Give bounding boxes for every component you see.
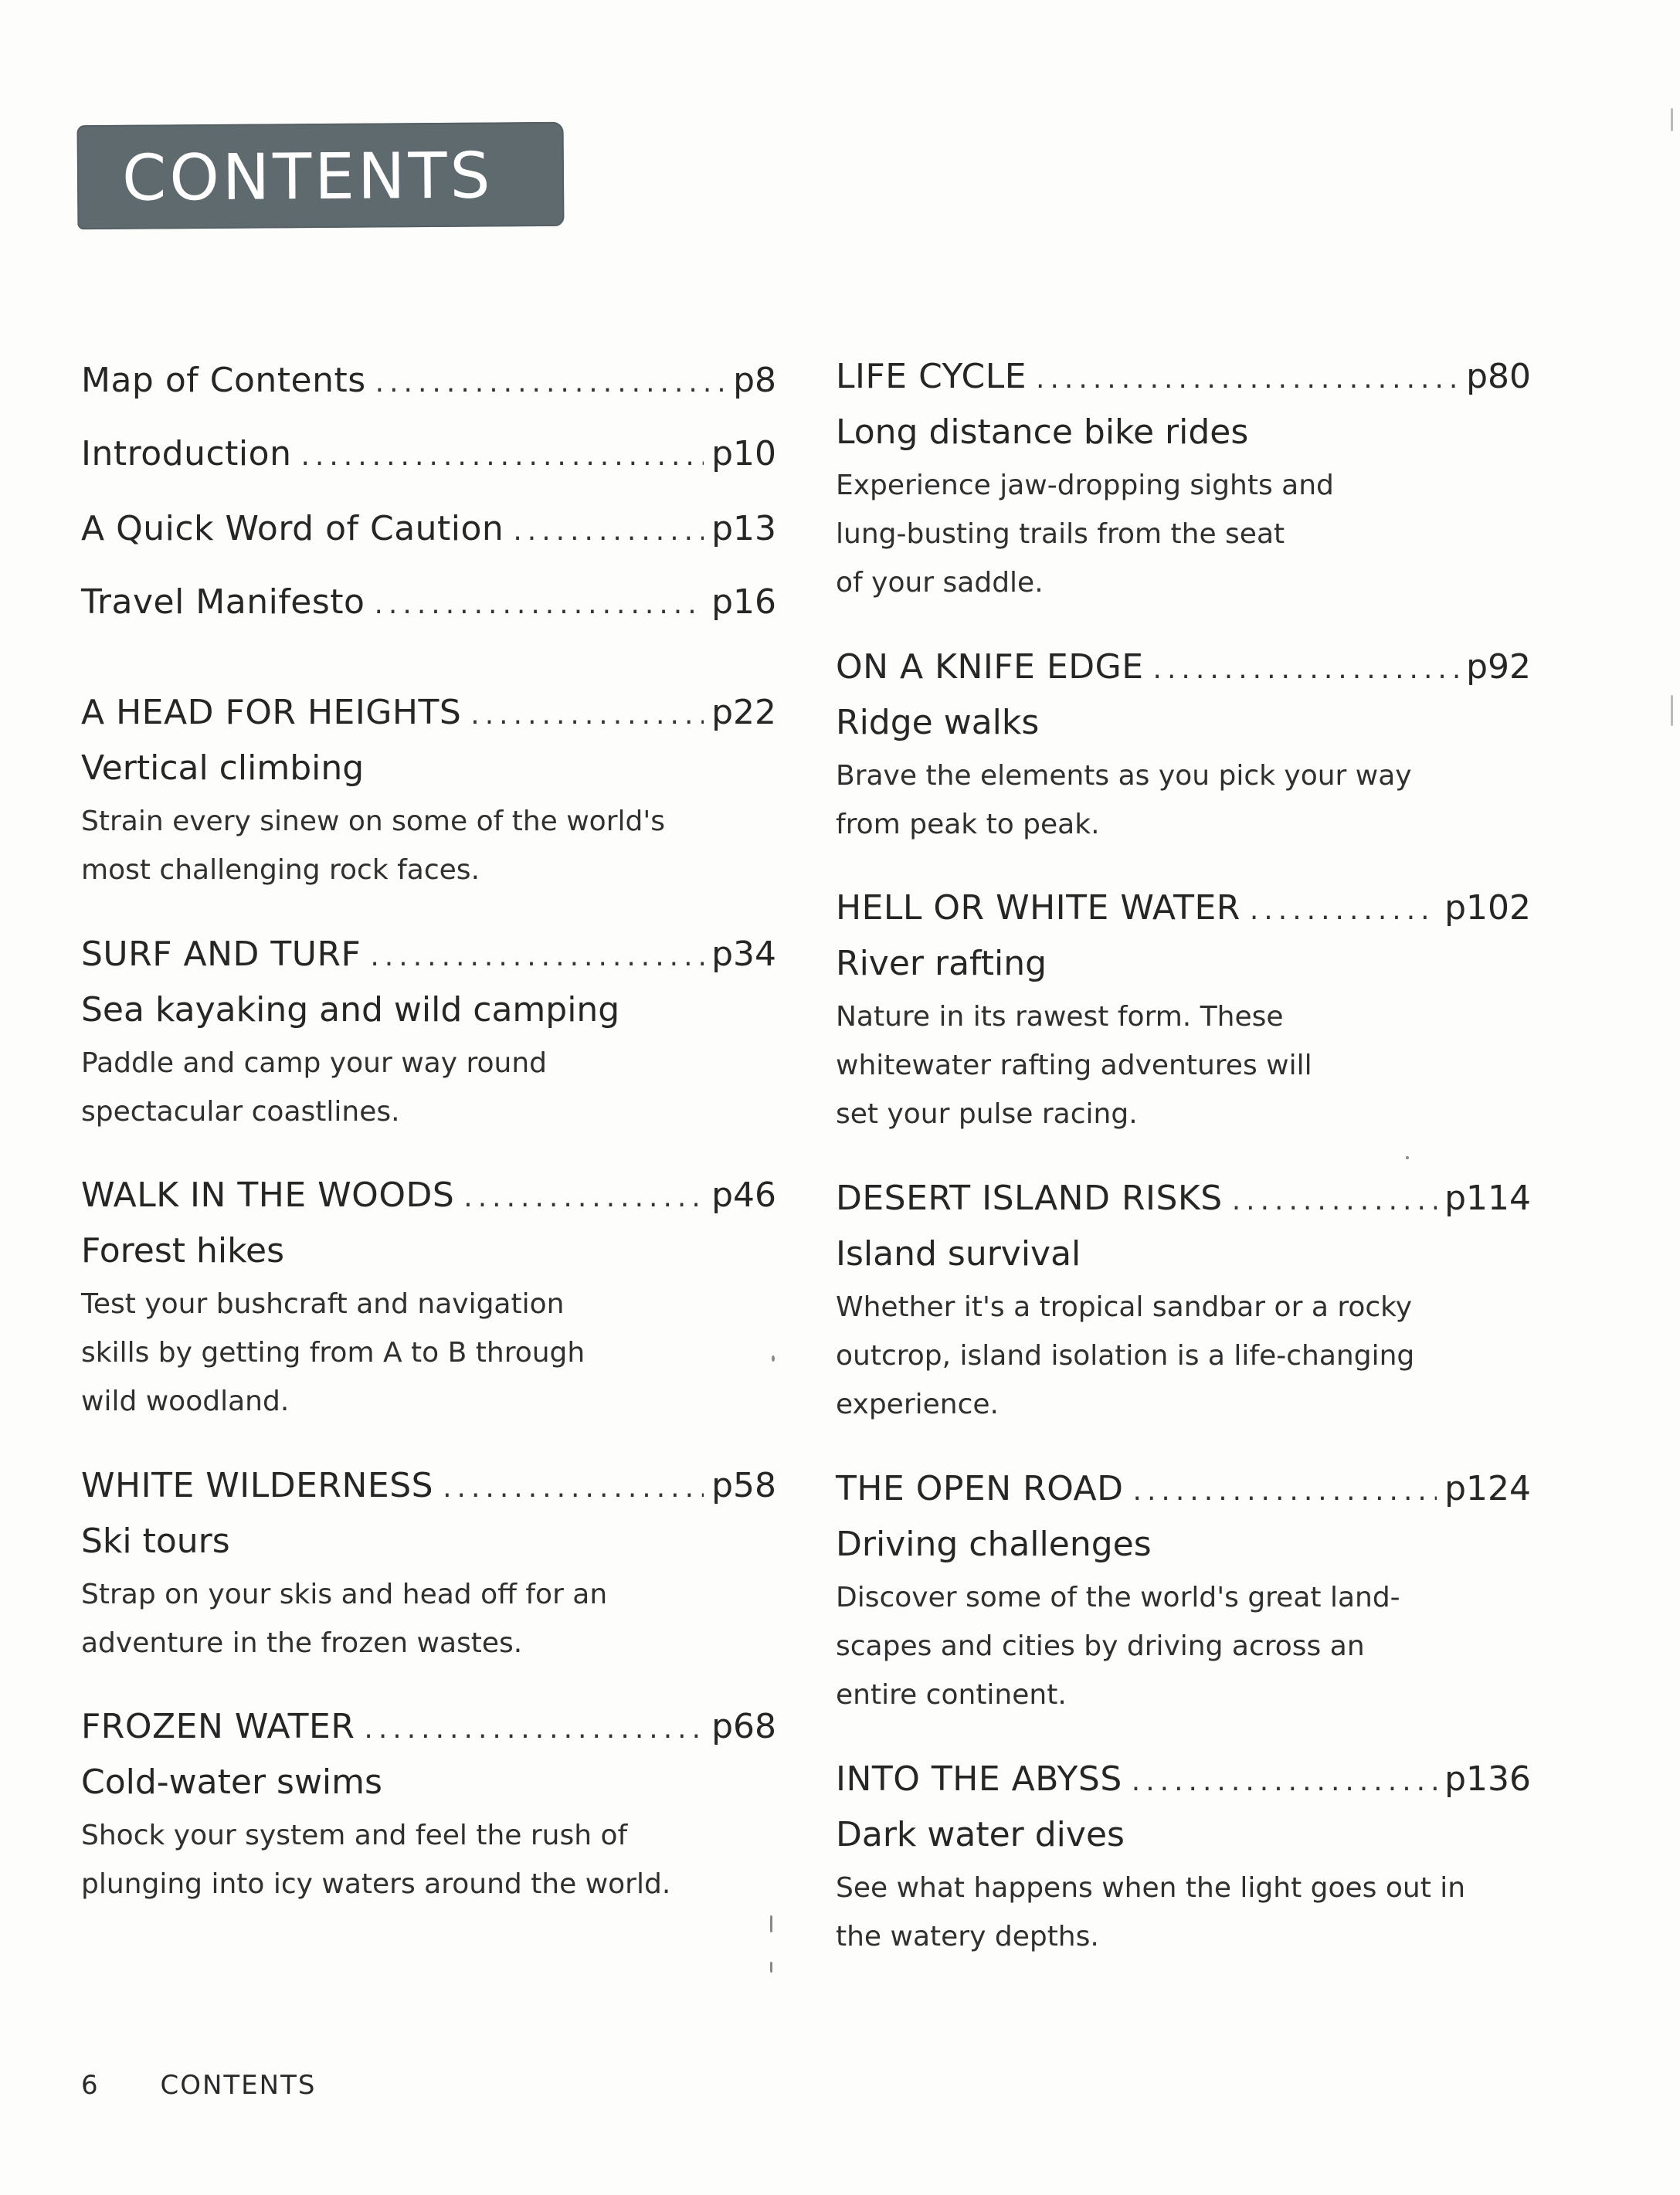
chapter-description	[81, 1570, 776, 1667]
description-line: the watery depths.	[836, 1921, 1099, 1952]
toc-entry-label: A Quick Word of Caution	[81, 509, 504, 548]
chapter-entry-walk-in-the-woods[interactable]	[81, 1172, 776, 1426]
scan-speck	[1671, 108, 1673, 131]
dot-leader	[1153, 646, 1459, 693]
dot-leader	[374, 582, 704, 628]
chapter-title: SURF AND TURF	[81, 935, 361, 974]
description-line: Brave the elements as you pick your way	[836, 760, 1412, 792]
dot-leader	[1250, 887, 1437, 934]
chapter-entry-surf-and-turf[interactable]	[81, 931, 776, 1136]
chapter-title: INTO THE ABYSS	[836, 1759, 1122, 1799]
toc-entry-label: Map of Contents	[81, 361, 366, 400]
chapter-entry-life-cycle[interactable]	[836, 354, 1531, 607]
dot-leader	[513, 508, 704, 555]
chapter-title: A HEAD FOR HEIGHTS	[81, 693, 462, 732]
description-line: Test your bushcraft and navigation	[81, 1288, 565, 1320]
dot-leader	[300, 433, 704, 480]
chapter-subtitle: Ridge walks	[836, 703, 1040, 742]
chapter-description	[836, 992, 1531, 1138]
chapter-subtitle: Dark water dives	[836, 1815, 1125, 1854]
chapter-description	[81, 1811, 776, 1908]
dot-leader	[375, 360, 725, 406]
dot-leader	[1132, 1759, 1437, 1805]
chapter-entry-frozen-water[interactable]	[81, 1704, 776, 1908]
dot-leader	[463, 1175, 704, 1221]
chapter-subtitle: Island survival	[836, 1234, 1081, 1274]
scan-speck	[772, 1355, 775, 1362]
toc-entry-front-2[interactable]	[81, 506, 776, 555]
scan-speck	[1671, 695, 1673, 726]
chapter-page-number: p102	[1444, 888, 1531, 928]
toc-entry-front-0[interactable]	[81, 358, 776, 406]
scan-speck	[770, 1962, 772, 1973]
dot-leader	[1232, 1178, 1437, 1224]
chapter-description	[836, 461, 1531, 607]
chapter-subtitle: Forest hikes	[81, 1231, 285, 1271]
chapter-page-number: p124	[1444, 1469, 1531, 1508]
toc-entry-front-1[interactable]	[81, 431, 776, 480]
description-line: spectacular coastlines.	[81, 1096, 400, 1128]
chapter-title: WALK IN THE WOODS	[81, 1176, 455, 1215]
description-line: Shock your system and feel the rush of	[81, 1820, 628, 1851]
scan-speck	[1406, 1156, 1409, 1159]
footer-section-label: CONTENTS	[160, 2070, 317, 2101]
description-line: whitewater rafting adventures will	[836, 1050, 1312, 1081]
toc-page-number: p10	[711, 434, 776, 473]
chapter-entry-white-wilderness[interactable]	[81, 1463, 776, 1667]
description-line: scapes and cities by driving across an	[836, 1630, 1365, 1662]
chapter-description	[81, 797, 776, 894]
chapter-description	[81, 1280, 776, 1426]
description-line: set your pulse racing.	[836, 1098, 1138, 1130]
toc-entry-label: Travel Manifesto	[81, 582, 365, 622]
chapter-description	[836, 1573, 1531, 1719]
chapter-page-number: p22	[711, 693, 776, 732]
description-line: skills by getting from A to B through	[81, 1337, 585, 1369]
chapter-title: LIFE CYCLE	[836, 357, 1027, 396]
chapter-entry-into-the-abyss[interactable]	[836, 1756, 1531, 1961]
description-line: See what happens when the light goes out in	[836, 1872, 1466, 1904]
description-line: Discover some of the world's great land-	[836, 1582, 1400, 1613]
description-line: Paddle and camp your way round	[81, 1047, 547, 1079]
description-line: adventure in the frozen wastes.	[81, 1627, 523, 1659]
chapter-description	[836, 751, 1531, 849]
description-line: Whether it's a tropical sandbar or a rocky	[836, 1291, 1413, 1323]
description-line: entire continent.	[836, 1679, 1067, 1711]
chapter-title: DESERT ISLAND RISKS	[836, 1179, 1223, 1218]
chapter-subtitle: Cold-water swims	[81, 1762, 382, 1802]
chapter-page-number: p46	[711, 1176, 776, 1215]
chapter-subtitle: Driving challenges	[836, 1525, 1152, 1564]
chapter-subtitle: Vertical climbing	[81, 748, 365, 788]
dot-leader	[370, 934, 704, 980]
chapter-page-number: p58	[711, 1466, 776, 1505]
description-line: Experience jaw-dropping sights and	[836, 470, 1334, 501]
dot-leader	[364, 1706, 704, 1752]
dot-leader	[470, 692, 704, 738]
toc-page-number: p16	[711, 582, 776, 622]
chapter-subtitle: Ski tours	[81, 1522, 230, 1561]
description-line: Strain every sinew on some of the world's	[81, 806, 666, 837]
chapter-description	[81, 1039, 776, 1136]
description-line: of your saddle.	[836, 567, 1044, 599]
toc-entry-label: Introduction	[81, 434, 292, 473]
chapter-page-number: p92	[1466, 647, 1531, 687]
chapter-entry-the-open-road[interactable]	[836, 1466, 1531, 1719]
chapter-title: HELL OR WHITE WATER	[836, 888, 1240, 928]
chapter-page-number: p80	[1466, 357, 1531, 396]
chapter-description	[836, 1864, 1531, 1961]
page-title: CONTENTS	[121, 139, 494, 215]
description-line: plunging into icy waters around the world.	[81, 1868, 671, 1900]
page-footer	[81, 2070, 316, 2101]
chapter-title: FROZEN WATER	[81, 1707, 355, 1746]
description-line: experience.	[836, 1389, 999, 1420]
chapter-title: WHITE WILDERNESS	[81, 1466, 434, 1505]
description-line: wild woodland.	[81, 1386, 290, 1417]
description-line: lung-busting trails from the seat	[836, 518, 1285, 550]
chapter-page-number: p68	[711, 1707, 776, 1746]
chapter-description	[836, 1283, 1531, 1429]
toc-entry-front-3[interactable]	[81, 579, 776, 628]
chapter-page-number: p136	[1444, 1759, 1531, 1799]
chapter-subtitle: Sea kayaking and wild camping	[81, 990, 620, 1030]
dot-leader	[1036, 356, 1458, 402]
chapter-subtitle: River rafting	[836, 944, 1047, 983]
description-line: outcrop, island isolation is a life-changing	[836, 1340, 1415, 1372]
dot-leader	[1133, 1468, 1437, 1515]
chapter-entry-on-a-knife-edge[interactable]	[836, 644, 1531, 849]
chapter-entry-head-for-heights[interactable]	[81, 690, 776, 894]
chapter-page-number: p34	[711, 935, 776, 974]
description-line: Strap on your skis and head off for an	[81, 1579, 608, 1610]
chapter-subtitle: Long distance bike rides	[836, 412, 1249, 452]
chapter-page-number: p114	[1444, 1179, 1531, 1218]
description-line: Nature in its rawest form. These	[836, 1001, 1284, 1033]
chapter-entry-desert-island-risks[interactable]	[836, 1176, 1531, 1429]
footer-page-number: 6	[81, 2070, 98, 2101]
toc-page-number: p13	[711, 509, 776, 548]
dot-leader	[443, 1465, 704, 1511]
chapter-title: THE OPEN ROAD	[836, 1469, 1124, 1508]
description-line: most challenging rock faces.	[81, 854, 480, 886]
scan-speck	[770, 1915, 772, 1932]
chapter-entry-hell-or-white-water[interactable]	[836, 885, 1531, 1138]
toc-page-number: p8	[733, 361, 776, 400]
chapter-title: ON A KNIFE EDGE	[836, 647, 1144, 687]
description-line: from peak to peak.	[836, 809, 1100, 840]
contents-title-banner	[77, 122, 565, 229]
